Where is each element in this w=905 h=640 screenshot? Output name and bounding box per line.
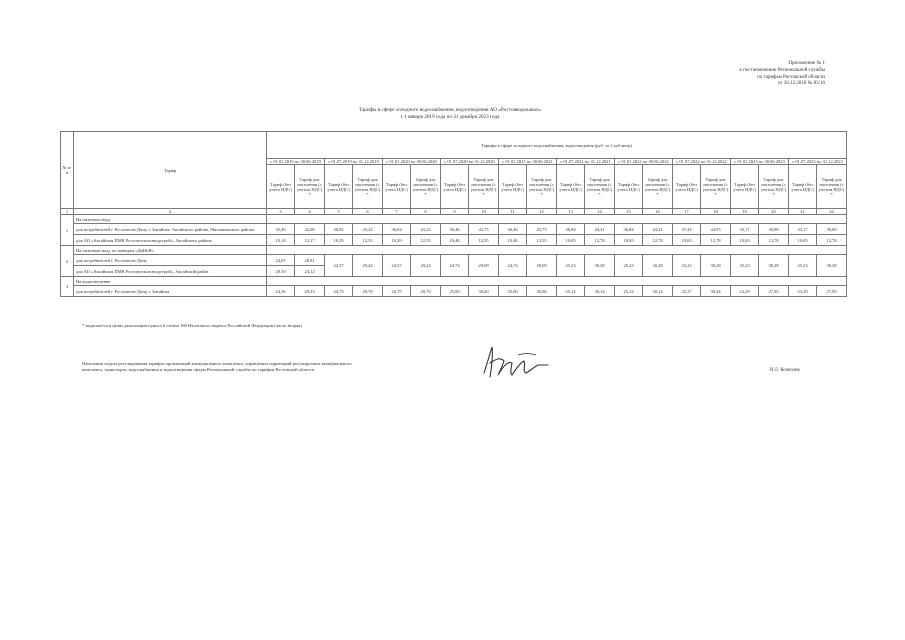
cell-value: 10,65 <box>615 235 643 246</box>
cell-value: 10,65 <box>673 235 701 246</box>
col-number: 14 <box>585 209 615 215</box>
cell-value: 33,17 <box>731 224 759 235</box>
cell-value: 20,10 <box>267 266 295 277</box>
cell-value: 25,23 <box>731 255 759 277</box>
table-row <box>61 224 847 235</box>
cell-value: 36,02 <box>383 224 411 235</box>
cell-value: 12,78 <box>643 235 673 246</box>
col-number: 21 <box>789 209 817 215</box>
cell-value: 12,55 <box>469 235 499 246</box>
cell-value: 29,24 <box>411 255 441 277</box>
cell-value: 39,80 <box>759 224 789 235</box>
col-number: 17 <box>673 209 701 215</box>
appendix-block <box>605 61 825 88</box>
cell-value: 12,55 <box>527 235 557 246</box>
row-label: для потребителей г. Ростова-на-Дону <box>74 255 267 266</box>
sub-header-population: Тариф для населения (с учетом НДС) * <box>353 165 383 209</box>
cell-value: 29,70 <box>411 286 441 297</box>
section-heading: На питьевую воду <box>74 215 267 224</box>
sub-header-population: Тариф для населения (с учетом НДС) * <box>469 165 499 209</box>
cell-value: 30,14 <box>585 286 615 297</box>
sub-header-no-vat: Тариф (без учета НДС) <box>557 165 585 209</box>
sub-header-no-vat: Тариф (без учета НДС) <box>383 165 411 209</box>
section-heading: На водоотведение <box>74 277 267 286</box>
col-number: 13 <box>557 209 585 215</box>
cell-value: 27,95 <box>817 286 847 297</box>
sub-header-population: Тариф для населения (с учетом НДС) * <box>701 165 731 209</box>
cell-value: 36,46 <box>441 224 469 235</box>
cell-value: 25,37 <box>673 286 701 297</box>
col-number: 9 <box>441 209 469 215</box>
col-number: 12 <box>527 209 557 215</box>
cell-value: 23,29 <box>789 286 817 297</box>
cell-value: 24,74 <box>499 255 527 277</box>
cell-value: 30,28 <box>701 255 731 277</box>
col-number: 5 <box>325 209 353 215</box>
col-number: 15 <box>615 209 643 215</box>
period-header: с 01.07.2023 по 31.12.2023 <box>789 159 847 165</box>
cell-value: 30,00 <box>527 286 557 297</box>
cell-value: 24,12 <box>295 266 325 277</box>
col-number: 22 <box>817 209 847 215</box>
section-row <box>61 215 847 224</box>
sub-header-no-vat: Тариф (без учета НДС) <box>267 165 295 209</box>
cell-value: 12,78 <box>817 235 847 246</box>
cell-value: 24,01 <box>267 255 295 266</box>
cell-value: 36,84 <box>557 224 585 235</box>
cell-value: 39,80 <box>817 224 847 235</box>
cell-value: 12,78 <box>585 235 615 246</box>
cell-value: 29,24 <box>353 255 383 277</box>
cell-value: 10,65 <box>789 235 817 246</box>
cell-value: 28,81 <box>295 255 325 266</box>
col-number: 6 <box>353 209 383 215</box>
cell-value: 44,93 <box>701 224 731 235</box>
cell-value: 35,49 <box>267 224 295 235</box>
period-header: с 01.01.2022 по 30.06.2022 <box>615 159 673 165</box>
cell-value: 37,44 <box>673 224 701 235</box>
cell-value: 25,00 <box>499 286 527 297</box>
row-label: для АО «Аксайская ПМК Ростовсельхозводстрой», Аксайского района <box>74 235 267 246</box>
col-number: 18 <box>701 209 731 215</box>
cell-value: 33,17 <box>789 224 817 235</box>
cell-value: 25,00 <box>441 286 469 297</box>
cell-value: 10,46 <box>441 235 469 246</box>
appendix-line: от 20.12.2018 № 83/16 <box>777 81 825 87</box>
cell-value: 10,65 <box>557 235 585 246</box>
cell-value: 24,75 <box>383 286 411 297</box>
cell-value: 36,46 <box>499 224 527 235</box>
title-line: Тарифы в сфере холодного водоснабжения, водоотведения АО «Ростовводоканал» <box>358 107 542 113</box>
header-group: Тарифы в сфере холодного водоснабжения, водоотведения (руб. за 1 куб.метр) <box>267 132 847 159</box>
sub-header-population: Тариф для населения (с учетом НДС) * <box>295 165 325 209</box>
cell-value: 12,78 <box>701 235 731 246</box>
sub-header-population: Тариф для населения (с учетом НДС) * <box>817 165 847 209</box>
appendix-line: по тарифам Ростовской области <box>757 74 825 80</box>
signer-position: Начальник отдела регулирования тарифов организаций коммунального комплекса, управления территорий регулируемых коммунального комплекса, транспорта, водоснабжения и водоотведения сферы Региональной службы по тарифам Ростовской области <box>82 361 352 373</box>
cell-value: 24,36 <box>267 286 295 297</box>
sub-header-no-vat: Тариф (без учета НДС) <box>441 165 469 209</box>
cell-value: 30,14 <box>643 286 673 297</box>
col-number: 10 <box>469 209 499 215</box>
cell-value: 30,28 <box>817 255 847 277</box>
period-header: с 01.07.2021 по 31.12.2021 <box>557 159 615 165</box>
table-row <box>61 235 847 246</box>
cell-value: 43,75 <box>469 224 499 235</box>
cell-value: 29,23 <box>295 286 325 297</box>
cell-value: 12,17 <box>295 235 325 246</box>
signer-name: Н.Л. Колесник <box>770 368 800 373</box>
sub-header-no-vat: Тариф (без учета НДС) <box>499 165 527 209</box>
table-row <box>61 255 847 266</box>
header-num: № п/п <box>61 132 74 209</box>
cell-value: 44,21 <box>643 224 673 235</box>
title-line: с 1 января 2019 года по 31 декабря 2023 года <box>400 114 500 120</box>
period-header: с 01.01.2021 по 30.06.2021 <box>499 159 557 165</box>
section-heading: На питьевую воду по выводам «ДиНиЯ» <box>74 246 267 255</box>
sub-header-no-vat: Тариф (без учета НДС) <box>325 165 353 209</box>
cell-value: 43,22 <box>353 224 383 235</box>
cell-value: 42,08 <box>295 224 325 235</box>
row-number: 3 <box>61 277 74 297</box>
period-header: с 01.07.2020 по 31.12.2020 <box>441 159 499 165</box>
cell-value: 36,02 <box>325 224 353 235</box>
col-number: 8 <box>411 209 441 215</box>
cell-value: 43,22 <box>411 224 441 235</box>
sub-header-no-vat: Тариф (без учета НДС) <box>731 165 759 209</box>
cell-value: 25,23 <box>557 255 585 277</box>
row-label: для потребителей г. Ростова-на-Дону, г. Батайска <box>74 286 267 297</box>
cell-value: 25,12 <box>615 286 643 297</box>
row-label: для потребителей г. Ростова-на-Дону, г. Батайска, Аксайского района, Мясниковского района <box>74 224 267 235</box>
cell-value: 10,46 <box>499 235 527 246</box>
appendix-line: к постановлению Региональной службы <box>739 67 825 73</box>
row-number: 1 <box>61 215 74 246</box>
cell-value: 25,23 <box>789 255 817 277</box>
cell-value: 12,35 <box>353 235 383 246</box>
cell-value: 29,69 <box>469 255 499 277</box>
cell-value: 10,65 <box>731 235 759 246</box>
sub-header-no-vat: Тариф (без учета НДС) <box>789 165 817 209</box>
col-number: 7 <box>383 209 411 215</box>
row-label: для АО «Аксайская ПМК Ростовсельхозводстрой», Аксайский район <box>74 266 267 277</box>
cell-value: 12,35 <box>411 235 441 246</box>
col-number: 4 <box>295 209 325 215</box>
cell-value: 10,14 <box>267 235 295 246</box>
table-row <box>61 286 847 297</box>
cell-value: 24,74 <box>441 255 469 277</box>
sub-header-population: Тариф для населения (с учетом НДС) * <box>411 165 441 209</box>
cell-value: 44,21 <box>585 224 615 235</box>
sub-header-no-vat: Тариф (без учета НДС) <box>615 165 643 209</box>
cell-value: 23,29 <box>731 286 759 297</box>
cell-value: 30,28 <box>759 255 789 277</box>
col-number: 1 <box>61 209 74 215</box>
sub-header-population: Тариф для населения (с учетом НДС) * <box>527 165 557 209</box>
period-header: с 01.01.2020 по 30.06.2020 <box>383 159 441 165</box>
col-number: 20 <box>759 209 789 215</box>
appendix-line: Приложение № 1 <box>788 61 825 66</box>
col-number: 19 <box>731 209 759 215</box>
cell-value: 25,23 <box>673 255 701 277</box>
sub-header-population: Тариф для населения (с учетом НДС) * <box>759 165 789 209</box>
cell-value: 30,44 <box>701 286 731 297</box>
cell-value: 10,29 <box>325 235 353 246</box>
cell-value: 29,69 <box>527 255 557 277</box>
col-number: 16 <box>643 209 673 215</box>
section-row <box>61 246 847 255</box>
cell-value: 24,37 <box>383 255 411 277</box>
cell-value: 24,37 <box>325 255 353 277</box>
cell-value: 12,78 <box>759 235 789 246</box>
section-row <box>61 277 847 286</box>
footnote: * выделяется в целях реализации пункта 6 статьи 168 Налогового кодекса Российской Федерации (часть вторая) <box>82 323 302 328</box>
cell-value: 36,84 <box>615 224 643 235</box>
col-number: 2 <box>74 209 267 215</box>
row-number: 2 <box>61 246 74 277</box>
tariff-table <box>60 131 847 297</box>
cell-value: 30,28 <box>643 255 673 277</box>
sub-header-population: Тариф для населения (с учетом НДС) * <box>643 165 673 209</box>
cell-value: 25,12 <box>557 286 585 297</box>
header-tariff: Тариф <box>74 132 267 209</box>
cell-value: 27,95 <box>759 286 789 297</box>
cell-value: 29,70 <box>353 286 383 297</box>
period-header: с 01.01.2023 по 30.06.2023 <box>731 159 789 165</box>
sub-header-population: Тариф для населения (с учетом НДС) * <box>585 165 615 209</box>
period-header: с 01.07.2019 по 31.12.2019 <box>325 159 383 165</box>
period-header: с 01.07.2022 по 31.12.2022 <box>673 159 731 165</box>
cell-value: 10,29 <box>383 235 411 246</box>
document-title <box>300 107 600 121</box>
cell-value: 43,75 <box>527 224 557 235</box>
signature-image <box>478 343 556 383</box>
sub-header-no-vat: Тариф (без учета НДС) <box>673 165 701 209</box>
cell-value: 30,28 <box>585 255 615 277</box>
cell-value: 24,75 <box>325 286 353 297</box>
col-number: 3 <box>267 209 295 215</box>
col-number: 11 <box>499 209 527 215</box>
period-header: с 01.01.2019 по 30.06.2019 <box>267 159 325 165</box>
cell-value: 30,00 <box>469 286 499 297</box>
cell-value: 25,23 <box>615 255 643 277</box>
